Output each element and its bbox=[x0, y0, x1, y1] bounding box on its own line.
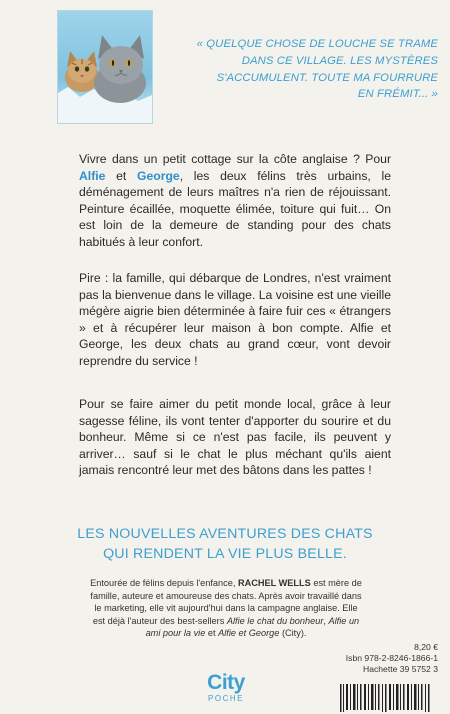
cover-quote bbox=[168, 36, 438, 103]
barcode bbox=[336, 682, 440, 714]
city-poche-logo bbox=[188, 672, 264, 704]
quote-line: EN FRÉMIT... » bbox=[357, 88, 438, 101]
grey-cat bbox=[94, 35, 146, 103]
tagline-line-2: QUI RENDENT LA VIE PLUS BELLE. bbox=[103, 546, 347, 562]
blurb-paragraph-3: Pour se faire aimer du petit monde local, grâce à leur sagesse féline, ils vont tenter d'apporter du sourire et du bonheur. Même si ce n'est pas facile, ils peuvent y arriver… sauf si le chat le plus méchant qu'ils aient jamais rencontré leur met des bâtons dans les pattes ! bbox=[79, 397, 391, 478]
blurb-text: Vivre dans un petit cottage sur la côte anglaise ? Pour bbox=[79, 152, 391, 166]
blurb-text: , les deux félins très urbains, le déménagement de leurs maîtres n'a rien de réjouissant. Peinture écaillée, moquette élimée, toiture qui fuit… On est loin de la demeure de standing pour des chats habitués à leur confort. bbox=[79, 168, 392, 249]
tabby-kitten bbox=[65, 51, 99, 92]
book-title: Alfie un ami pour la vie bbox=[145, 615, 360, 639]
character-name-alfie: Alfie bbox=[79, 168, 106, 183]
logo-city: City bbox=[207, 671, 245, 694]
tagline-line-1: LES NOUVELLES AVENTURES DES CHATS bbox=[77, 526, 373, 542]
price: 8,20 € bbox=[414, 642, 438, 652]
price-block bbox=[346, 642, 438, 675]
logo-poche: POCHE bbox=[208, 694, 244, 703]
isbn: Isbn 978-2-8246-1866-1 bbox=[345, 653, 438, 663]
character-name-george: George bbox=[137, 168, 180, 183]
blurb-paragraph-1 bbox=[79, 151, 391, 251]
book-title: Alfie le chat du bonheur bbox=[226, 615, 324, 626]
tagline bbox=[50, 524, 400, 564]
author-bio-text: Entourée de félins depuis l'enfance, bbox=[90, 578, 238, 588]
book-title: Alfie et George bbox=[218, 628, 280, 639]
author-bio-text: est mère de famille, auteure et amoureuse des chats. Après avoir travaillé dans le marketing, elle vit aujourd'hui dans la campagne anglaise. Elle est déjà l'auteur des best-sellers bbox=[90, 578, 362, 626]
quote-line: « QUELQUE CHOSE DE LOUCHE SE TRAME bbox=[196, 38, 438, 50]
author-bio bbox=[90, 577, 362, 640]
author-bio-text: , bbox=[323, 615, 329, 626]
quote-line: S'ACCUMULENT. TOUTE MA FOURRURE bbox=[216, 71, 438, 84]
author-bio-text: (City). bbox=[279, 628, 307, 639]
blurb-paragraph-2: Pire : la famille, qui débarque de Londres, n'est vraiment pas la bienvenue dans le village. La voisine est une vieille mégère aigrie bien déterminée à faire fuir ces « étrangers » et à récupérer leur maison à bon compte. Alfie et George, les deux chats au grand cœur, vont devoir reprendre du service ! bbox=[79, 271, 391, 368]
hachette-code: Hachette 39 5752 3 bbox=[362, 664, 438, 674]
author-name: RACHEL WELLS bbox=[237, 578, 311, 588]
quote-line: DANS CE VILLAGE. LES MYSTÈRES bbox=[241, 54, 438, 67]
cats-photo bbox=[57, 10, 153, 124]
author-bio-text: et bbox=[205, 628, 219, 639]
cats-illustration bbox=[58, 11, 152, 123]
blurb-text: et bbox=[105, 168, 138, 183]
